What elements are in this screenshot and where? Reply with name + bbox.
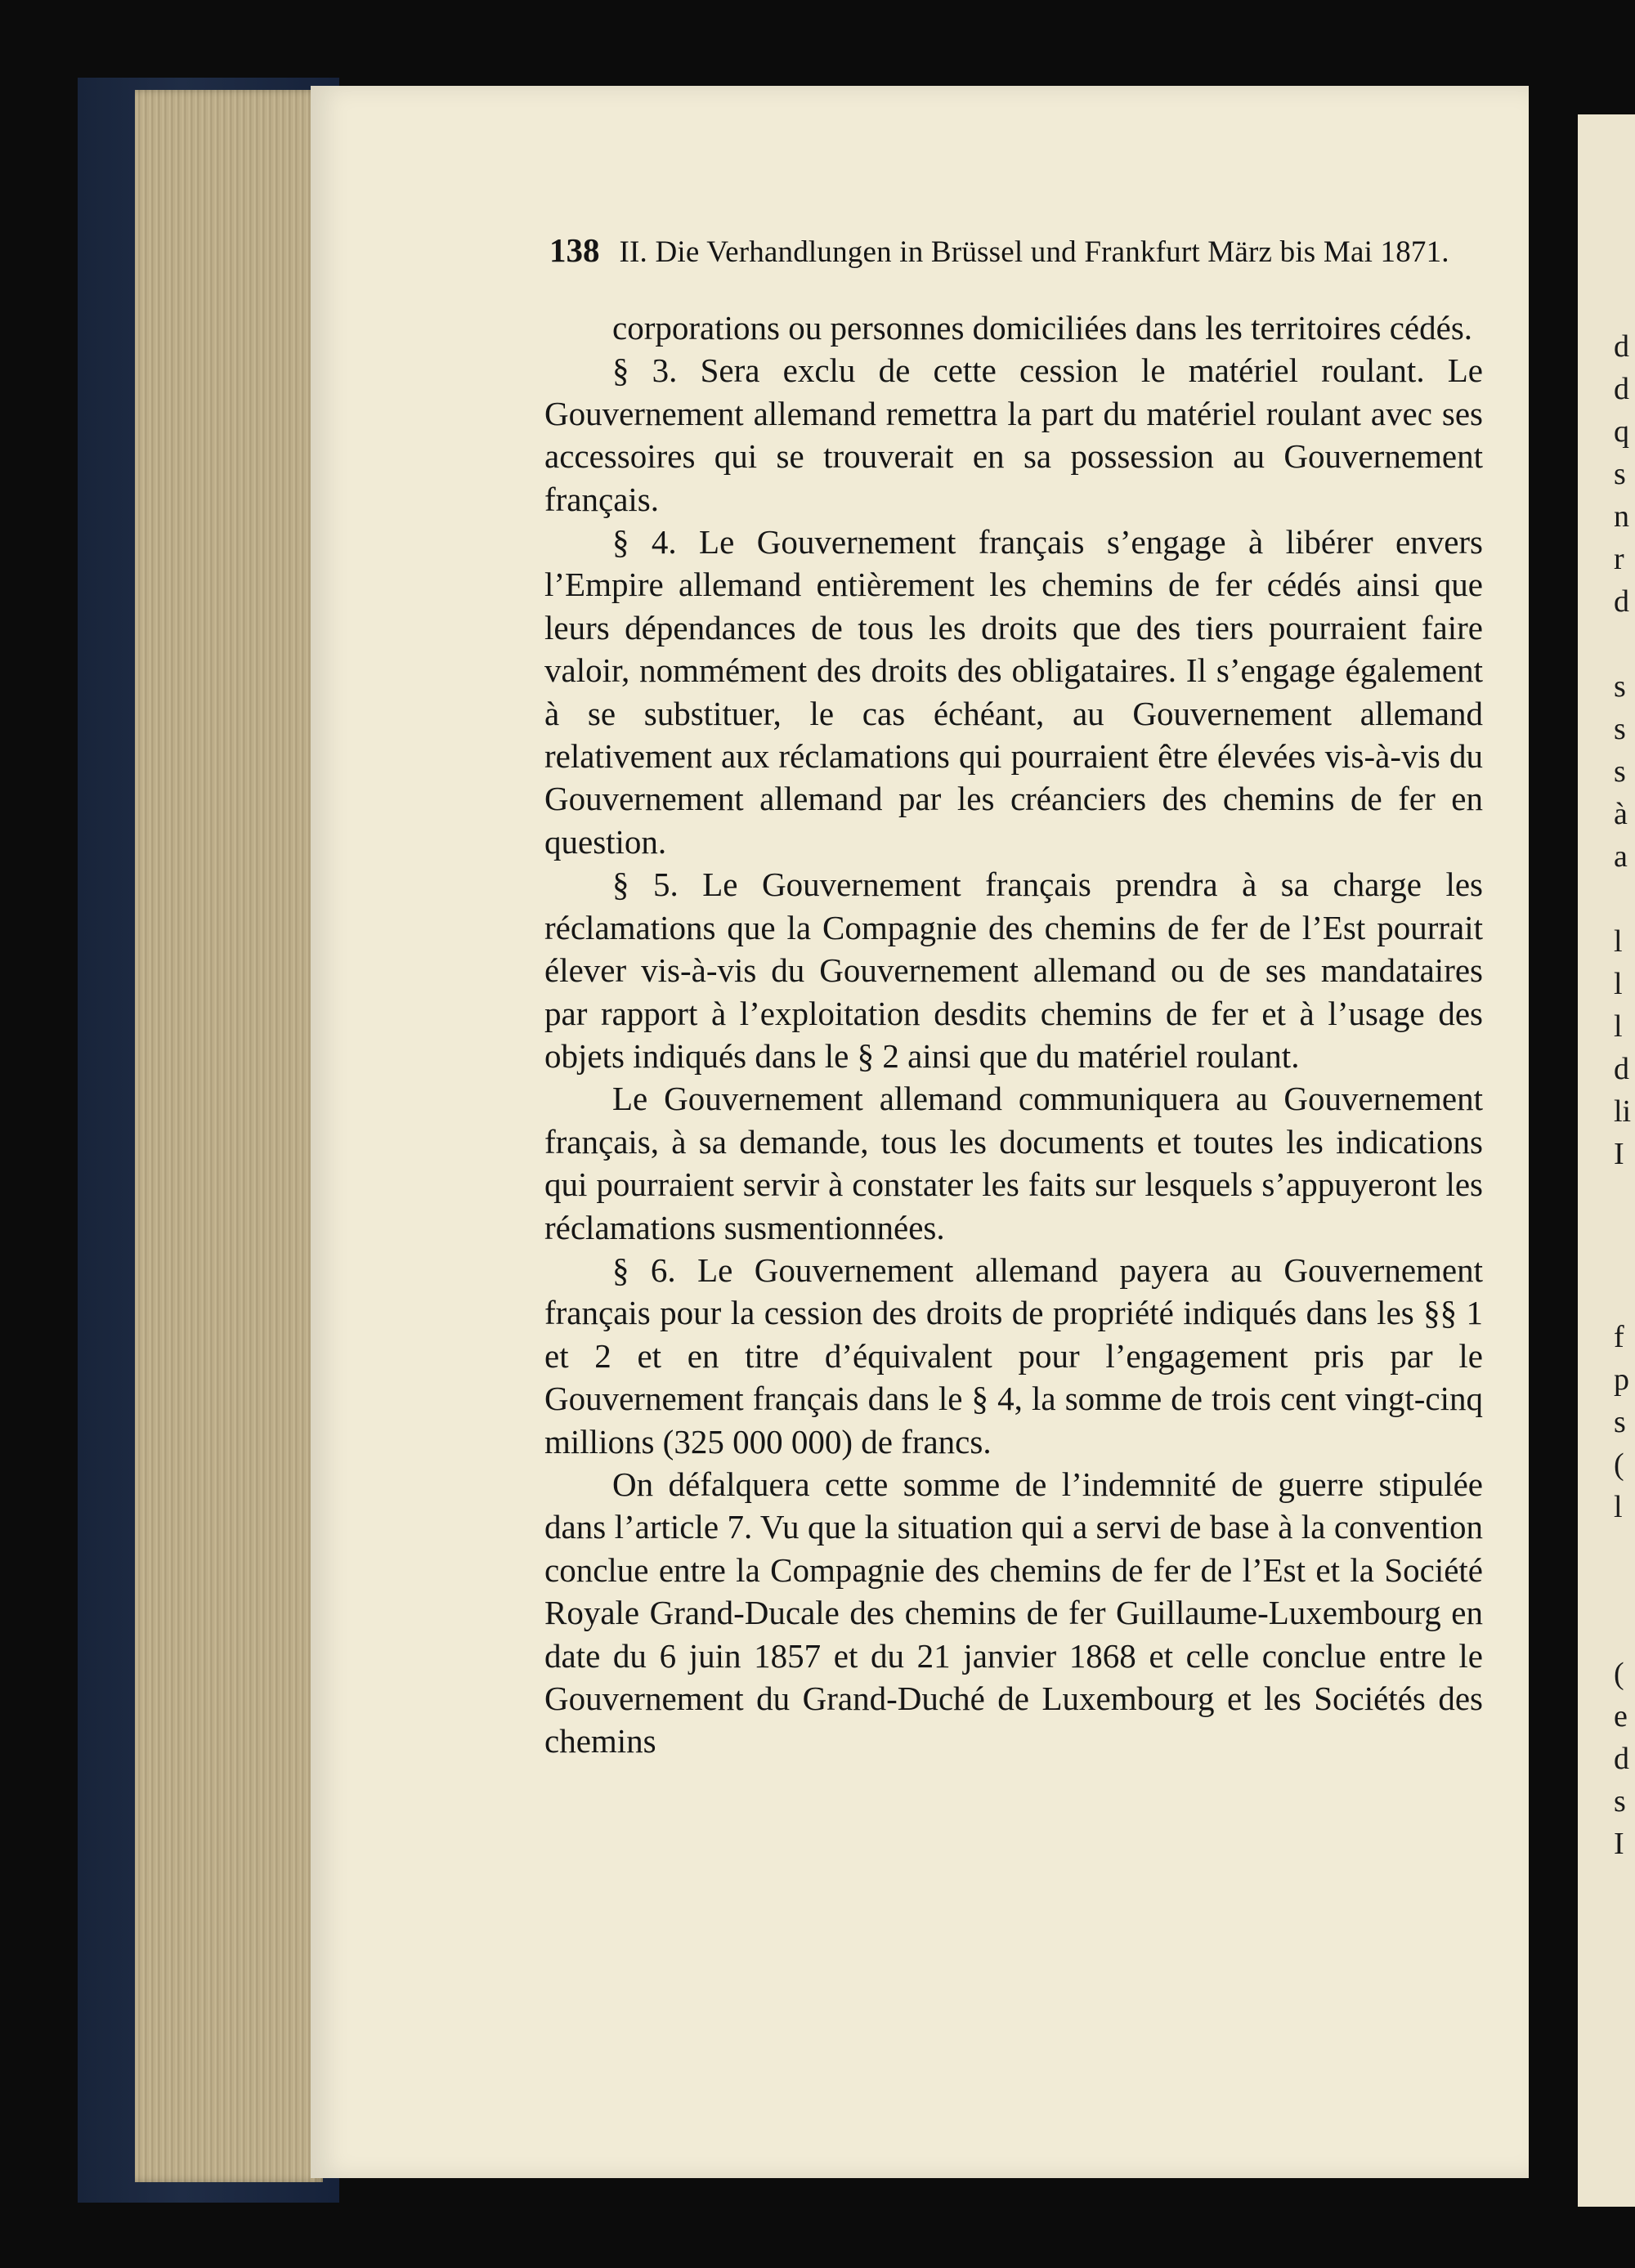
paragraph-communication: Le Gouvernement allemand communiquera au Gouvernement français, à sa demande, tous les documents et toutes les indications qui pourraient servir à constater les faits sur lesquels s’appuyeront les réclamations susmentionnées.	[544, 1080, 1483, 1246]
next-page-fragment: l	[1614, 924, 1623, 959]
next-page-fragment: li	[1614, 1094, 1632, 1129]
next-page-fragment: e	[1614, 1699, 1628, 1733]
next-page-fragment: d	[1614, 372, 1629, 406]
next-page-fragment: s	[1614, 754, 1626, 789]
adjacent-page-edge	[1578, 114, 1635, 2207]
next-page-fragment: d	[1614, 329, 1629, 364]
next-page-fragment: r	[1614, 542, 1624, 576]
next-page-fragment: s	[1614, 1784, 1626, 1818]
next-page-fragment: p	[1614, 1362, 1629, 1397]
page-edges	[135, 90, 323, 2182]
next-page-fragment: s	[1614, 669, 1626, 704]
next-page-fragment: s	[1614, 712, 1626, 746]
next-page-fragment: à	[1614, 797, 1628, 831]
running-header	[549, 230, 1489, 280]
paragraph-section-3: § 3. Sera exclu de cette cession le matériel roulant. Le Gouvernement allemand remettra la part du matériel roulant avec ses accessoires qui se trouverait en sa possession au Gouvernement français.	[544, 351, 1483, 518]
paragraph-continuation: corporations ou personnes domiciliées dans les territoires cédés.	[612, 309, 1473, 347]
next-page-fragment: l	[1614, 967, 1623, 1001]
next-page-fragment: I	[1614, 1827, 1624, 1861]
next-page-fragment: f	[1614, 1320, 1624, 1354]
paragraph-section-6: § 6. Le Gouvernement allemand payera au Gouvernement français pour la cession des droits de propriété indiqués dans les §§ 1 et 2 et en titre d’équivalent pour l’engagement pris par le Gouvernement français dans le § 4, la somme de trois cent vingt-cinq millions (325 000 000) de francs.	[544, 1250, 1483, 1461]
paragraph-section-4: § 4. Le Gouvernement français s’engage à libérer envers l’Empire allemand entièrement les chemins de fer cédés ainsi que leurs dépendances de tous les droits que des tiers pourraient faire valoir, nommément des droits des obligataires. Il s’engage également à se substituer, le cas échéant, au Gouvernement allemand relativement aux réclamations qui pourraient être élevées vis-à-vis du Gouvernement allemand par les créanciers des chemins de fer en question.	[544, 523, 1483, 861]
paragraph-section-5: § 5. Le Gouvernement français prendra à sa charge les réclamations que la Compagnie des chemins de fer de l’Est pourrait élever vis-à-vis du Gouvernement allemand ou de ses mandataires par rapport à l’exploitation desdits chemins de fer et à l’usage des objets indiqués dans le § 2 ainsi que du matériel roulant.	[544, 866, 1483, 1075]
next-page-fragment: (	[1614, 1657, 1624, 1691]
next-page-fragment: s	[1614, 1405, 1626, 1439]
running-title: II. Die Verhandlungen in Brüssel und Frankfurt März bis Mai 1871.	[619, 235, 1449, 269]
next-page-fragment: d	[1614, 1742, 1629, 1776]
paragraph-deduction: On défalquera cette somme de l’indemnité de guerre stipulée dans l’article 7. Vu que la situation qui a servi de base à la convention conclue entre la Compagnie des chemins de fer de l’Est et la Société Royale Grand-Ducale des chemins de fer Guillaume-Luxembourg en date du 6 juin 1857 et du 21 janvier 1868 et celle conclue entre le Gouvernement du Grand-Duché de Luxembourg et les Sociétés des chemins	[544, 1465, 1483, 1760]
page-number: 138	[549, 231, 600, 269]
body-text	[544, 306, 1483, 1763]
next-page-fragment: l	[1614, 1490, 1623, 1524]
next-page-fragment: I	[1614, 1137, 1624, 1171]
next-page-fragment: d	[1614, 1052, 1629, 1086]
next-page-fragment: q	[1614, 414, 1629, 449]
next-page-fragment: a	[1614, 839, 1628, 874]
next-page-fragment: l	[1614, 1009, 1623, 1044]
next-page-fragment: (	[1614, 1447, 1624, 1482]
next-page-fragment: d	[1614, 584, 1629, 619]
next-page-fragment: s	[1614, 457, 1626, 491]
next-page-fragment: n	[1614, 499, 1629, 534]
